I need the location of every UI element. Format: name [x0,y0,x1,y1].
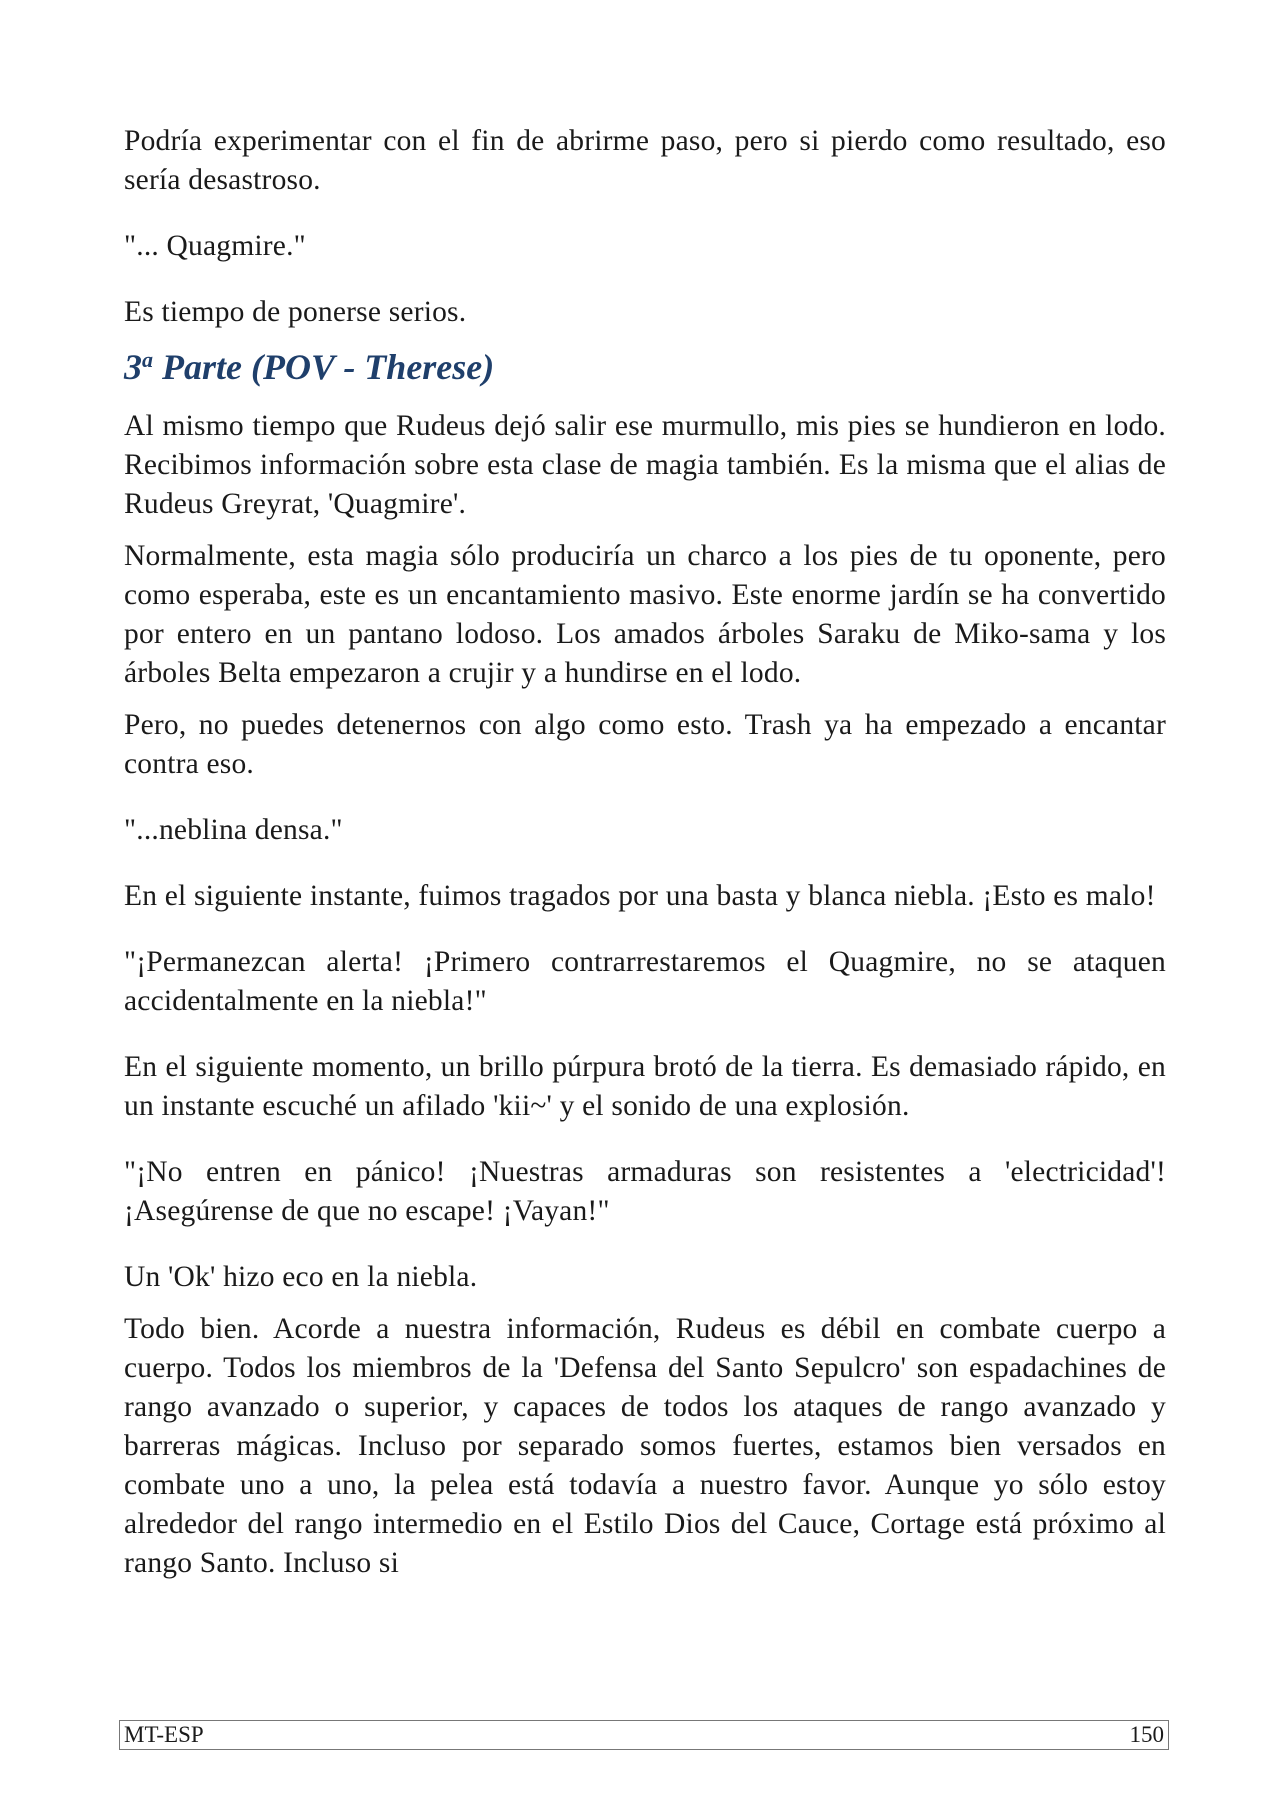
paragraph: Pero, no puedes detenernos con algo como esto. Trash ya ha empezado a encantar contra eso. [124,709,1166,780]
paragraph: En el siguiente momento, un brillo púrpura brotó de la tierra. Es demasiado rápido, en un instante escuché un afilado 'kii~' y el sonido de una explosión. [124,1051,1166,1122]
paragraph: Al mismo tiempo que Rudeus dejó salir ese murmullo, mis pies se hundieron en lodo. Recibimos información sobre esta clase de magia también. Es la misma que el alias de Rudeus Greyrat, 'Quagmire'. [124,410,1166,520]
paragraph: Podría experimentar con el fin de abrirme paso, pero si pierdo como resultado, eso sería desastroso. [124,125,1166,196]
paragraph: Un 'Ok' hizo eco en la niebla. [124,1261,478,1293]
section-heading [124,345,1166,389]
page-body [124,122,1166,1596]
page-footer [119,1720,1169,1750]
section-heading-text: Parte (POV - Therese) [153,347,495,387]
paragraph: Normalmente, esta magia sólo produciría un charco a los pies de tu oponente, pero como esperaba, este es un encantamiento masivo. Este enorme jardín se ha convertido por entero en un pantano lodoso. Los amados árboles Saraku de Miko-sama y los árboles Belta empezaron a crujir y a hundirse en el lodo. [124,540,1166,689]
page-number: 150 [1129,1722,1164,1747]
dialogue-line: "...neblina densa." [124,814,343,846]
dialogue-line: "¡No entren en pánico! ¡Nuestras armaduras son resistentes a 'electricidad'! ¡Asegúrense de que no escape! ¡Vayan!" [124,1156,1166,1227]
paragraph: En el siguiente instante, fuimos tragados por una basta y blanca niebla. ¡Esto es malo! [124,880,1156,912]
paragraph: Todo bien. Acorde a nuestra información, Rudeus es débil en combate cuerpo a cuerpo. Todos los miembros de la 'Defensa del Santo Sepulcro' son espadachines de rango avanzado o superior, y capaces de todos los ataques de rango avanzado y barreras mágicas. Incluso por separado somos fuertes, estamos bien versados en combate uno a uno, la pelea está todavía a nuestro favor. Aunque yo sólo estoy alrededor del rango intermedio en el Estilo Dios del Cauce, Cortage está próximo al rango Santo. Incluso si [124,1313,1166,1579]
section-heading-ordinal: a [142,347,153,372]
footer-source-label: MT-ESP [124,1722,204,1747]
dialogue-line: "¡Permanezcan alerta! ¡Primero contrarrestaremos el Quagmire, no se ataquen accidentalmente en la niebla!" [124,946,1166,1017]
paragraph: Es tiempo de ponerse serios. [124,296,467,328]
dialogue-line: "... Quagmire." [124,230,306,262]
section-heading-number: 3 [124,347,142,387]
